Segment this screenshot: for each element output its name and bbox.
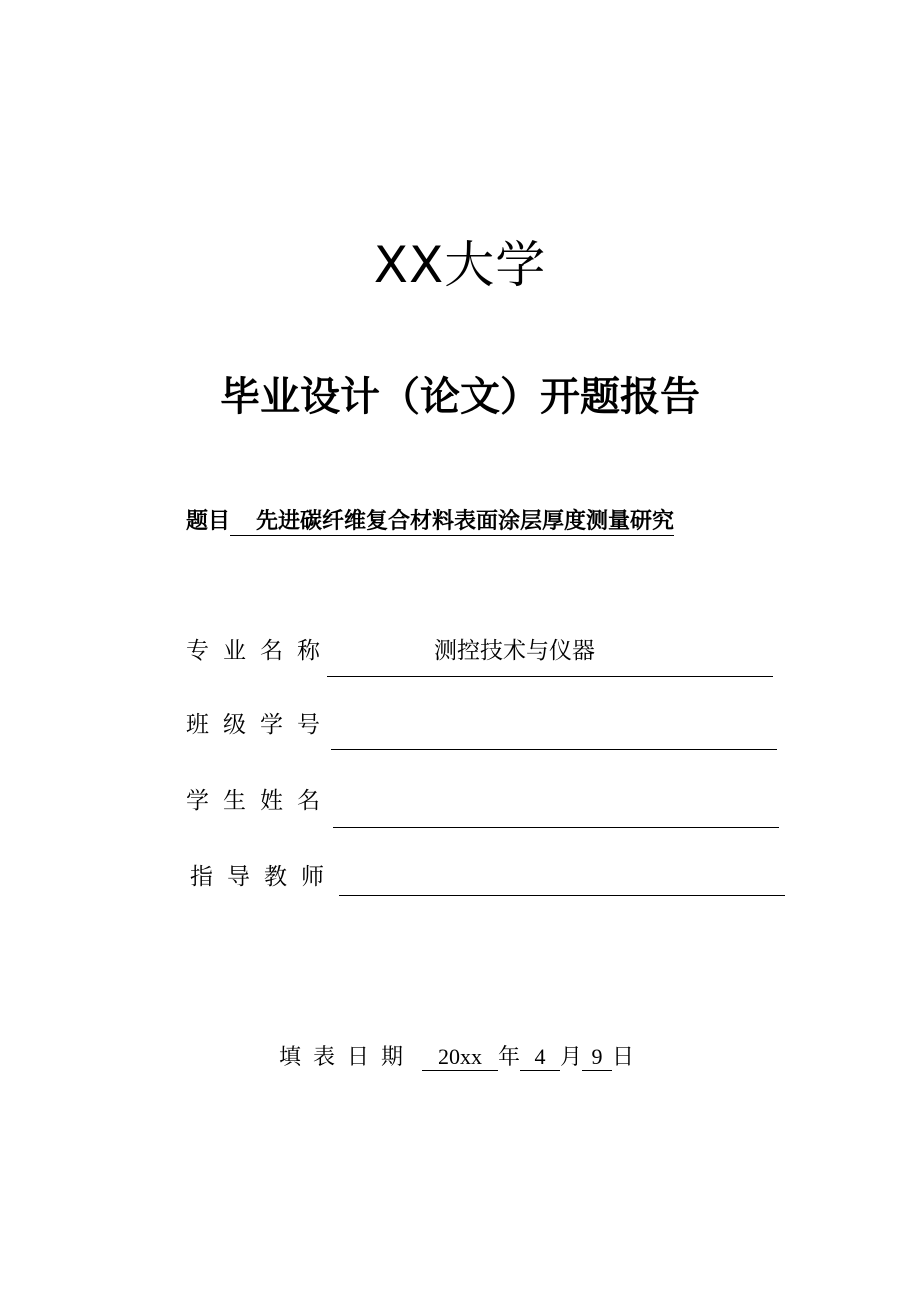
field-line-advisor [339, 895, 785, 896]
date-row [279, 1044, 634, 1071]
field-label-advisor: 指导教师 [190, 864, 338, 890]
date-day-unit: 日 [612, 1045, 635, 1070]
topic-value: 先进碳纤维复合材料表面涂层厚度测量研究 [230, 509, 674, 536]
topic-row [186, 509, 674, 536]
field-line-class-id [331, 749, 777, 750]
topic-label: 题目 [186, 509, 231, 534]
field-value-major: 测控技术与仪器 [434, 638, 595, 664]
university-name: XX大学 [373, 236, 547, 294]
date-month: 4 [520, 1044, 560, 1071]
date-label: 填表日期 [279, 1045, 416, 1070]
field-label-major: 专业名称 [186, 638, 334, 664]
date-year: 20xx [422, 1044, 498, 1071]
date-year-unit: 年 [498, 1045, 521, 1070]
field-line-major [327, 676, 773, 677]
date-month-unit: 月 [560, 1045, 583, 1070]
field-label-student-name: 学生姓名 [186, 788, 334, 814]
report-title: 毕业设计（论文）开题报告 [220, 374, 700, 420]
field-label-class-id: 班级学号 [186, 712, 334, 738]
field-line-student-name [333, 827, 779, 828]
date-day: 9 [582, 1044, 612, 1071]
